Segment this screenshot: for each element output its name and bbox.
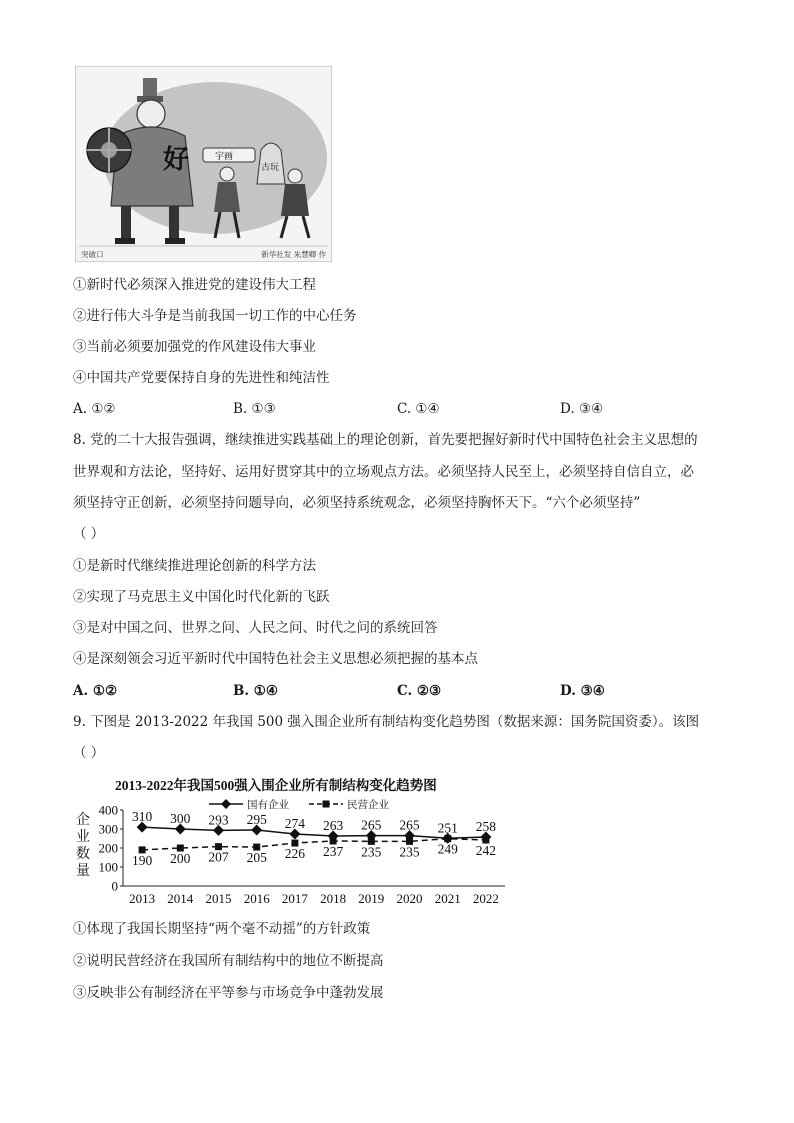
data-label: 190 [131,852,153,868]
chart-y-tick-label: 0 [111,878,118,894]
chart-x-tick-label: 2020 [396,891,423,906]
q8-option-c[interactable]: C. ②③ [397,683,442,699]
q8-answer-blank: （ ） [73,526,105,542]
q8-stem-line-2: 世界观和方法论，坚持好、运用好贯穿其中的立场观点方法。必须坚持人民至上，必须坚持自信自立，必 [73,464,694,480]
chart-x-tick-label: 2014 [167,891,194,906]
data-label: 226 [284,846,306,862]
series-line-1 [142,827,486,838]
chart-y-label-char: 业 [76,830,90,845]
data-label: 242 [475,843,497,859]
chart-x-tick-label: 2018 [320,891,347,906]
q7-option-b[interactable]: B. ①③ [233,401,276,417]
chart-y-tick-label: 200 [98,840,118,856]
chart-x-tick-label: 2019 [358,891,385,906]
q8-option-a[interactable]: A. ①② [73,683,118,699]
q7-item-2: ②进行伟大斗争是当前我国一切工作的中心任务 [73,308,357,324]
q9-stem-line-1: 9. 下图是 2013-2022 年我国 500 强入围企业所有制结构变化趋势图（数据来源：国务院国资委）。该图 [73,714,700,730]
q9-answer-blank: （ ） [73,745,105,761]
data-label: 295 [246,811,267,827]
data-label: 207 [208,849,229,865]
chart-legend [209,798,389,811]
data-label: 205 [246,850,267,866]
data-label: 235 [399,844,420,860]
cartoon-wheel [87,128,131,172]
chart-x-tick-label: 2017 [281,891,308,906]
chart-x-tick-label: 2013 [129,891,156,906]
data-label: 258 [475,818,497,834]
data-label: 300 [170,811,191,826]
cartoon-caption-left: 突破口 [81,250,104,259]
chart-x-tick-label: 2016 [243,891,270,906]
series-line-2 [142,839,486,850]
data-label: 265 [361,817,382,833]
chart-x-tick-label: 2022 [472,891,499,906]
cartoon-caption-right: 新华社发 朱慧卿 作 [261,250,326,259]
q8-options [73,682,733,700]
q9-item-2: ②说明民营经济在我国所有制结构中的地位不断提高 [73,953,384,969]
data-label: 251 [437,820,458,836]
data-label: 237 [322,843,344,859]
q8-item-3: ③是对中国之问、世界之问、人民之问、时代之问的系统回答 [73,620,438,636]
chart-y-tick-label: 400 [98,802,118,818]
chart-x-tick-label: 2015 [205,891,232,906]
chart-y-tick-label: 100 [98,859,118,875]
q8-item-2: ②实现了马克思主义中国化时代化新的飞跃 [73,589,330,605]
q9-item-3: ③反映非公有制经济在平等参与市场竞争中蓬勃发展 [73,985,384,1001]
data-label: 265 [399,817,420,833]
q8-option-d[interactable]: D. ③④ [560,683,605,699]
legend-label-1: 国有企业 [247,800,289,811]
q8-item-4: ④是深刻领会习近平新时代中国特色社会主义思想必须把握的基本点 [73,651,478,667]
chart-y-tick-label: 300 [98,821,118,837]
q7-item-3: ③当前必须要加强党的作风建设伟大事业 [73,339,316,355]
data-label: 263 [322,818,344,834]
q7-option-a[interactable]: A. ①② [73,401,116,417]
q9-item-1: ①体现了我国长期坚持“两个毫不动摇”的方针政策 [73,921,371,937]
legend-marker-diamond [221,799,231,809]
legend-label-2: 民营企业 [347,800,389,811]
q8-option-b[interactable]: B. ①④ [233,683,279,699]
chart-y-label-char: 企 [76,813,90,828]
q8-stem-line-1: 8. 党的二十大报告强调，继续推进实践基础上的理论创新，首先要把握好新时代中国特色社会主义思想的 [73,432,698,448]
chart-title: 2013-2022年我国500强入围企业所有制结构变化趋势图 [115,778,437,793]
q8-item-1: ①是新时代继续推进理论创新的科学方法 [73,558,316,574]
q7-options [73,400,733,418]
cartoon-sign-big-char: 好 [163,145,190,175]
q7-option-d[interactable]: D. ③④ [560,401,604,417]
ownership-trend-chart [73,770,513,910]
q7-item-4: ④中国共产党要保持自身的先进性和纯洁性 [73,370,330,386]
data-label: 274 [284,815,306,831]
cartoon-sign-jar: 古玩 [261,163,280,173]
chart-y-label-char: 数 [76,847,90,862]
chart-y-axis-label [76,812,90,879]
data-label: 310 [131,809,153,825]
data-label: 200 [170,851,191,866]
cartoon-sign-scroll: 宇画 [215,152,234,162]
data-label: 249 [437,841,458,857]
data-label: 235 [361,844,382,860]
chart-y-label-char: 量 [76,864,90,879]
q7-option-c[interactable]: C. ①④ [397,401,440,417]
data-label: 293 [208,812,229,828]
chart-x-tick-label: 2021 [434,891,461,906]
q7-item-1: ①新时代必须深入推进党的建设伟大工程 [73,277,316,293]
cartoon-illustration [75,66,332,262]
q8-stem-line-3: 须坚持守正创新，必须坚持问题导向，必须坚持系统观念，必须坚持胸怀天下。“六个必须坚持” [73,495,641,511]
legend-marker-square [323,801,330,808]
